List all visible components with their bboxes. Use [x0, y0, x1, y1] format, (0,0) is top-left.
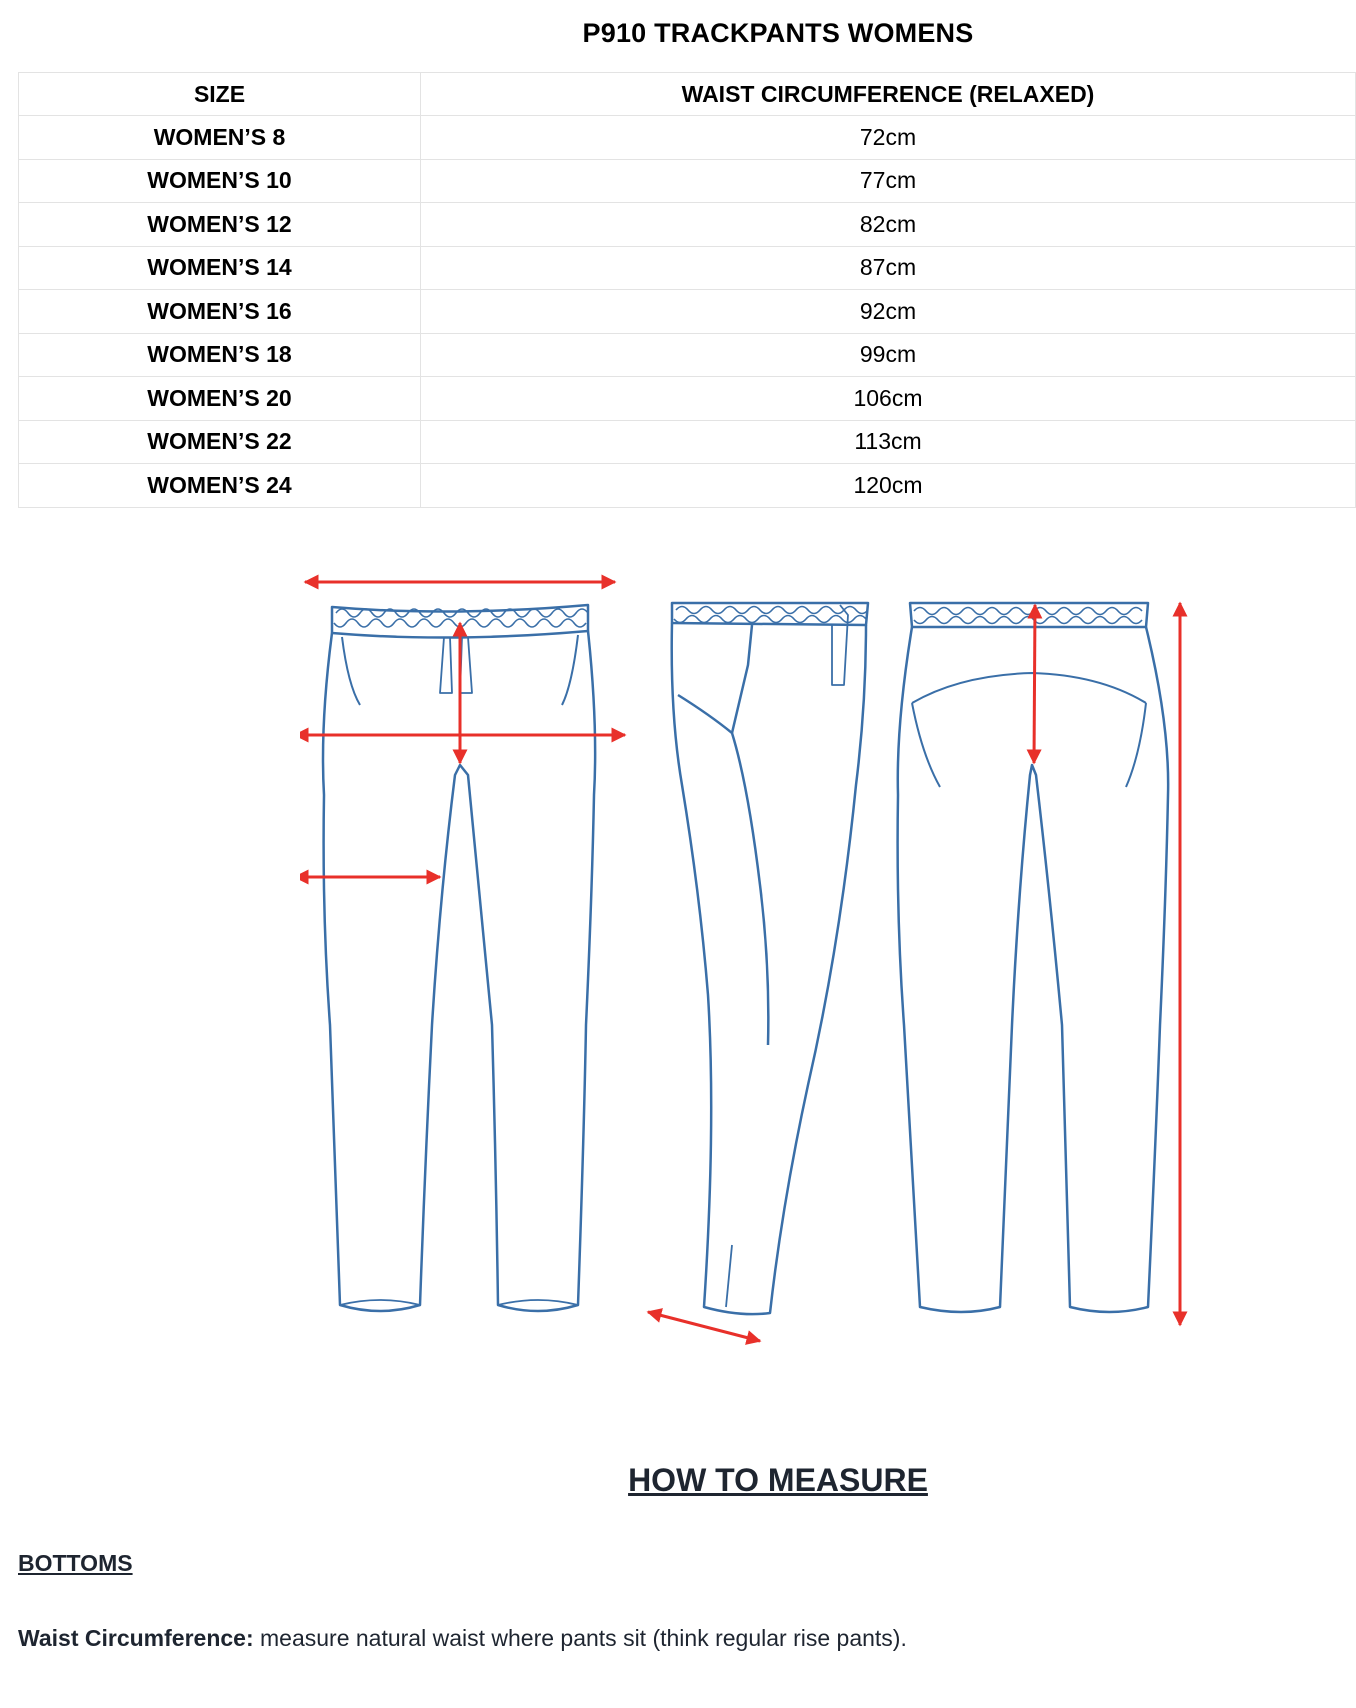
size-cell: WOMEN’S 16 — [19, 290, 421, 334]
how-to-measure-heading: HOW TO MEASURE — [628, 1462, 928, 1498]
table-row — [19, 333, 1356, 377]
waist-label: Waist Circumference: — [18, 1625, 254, 1651]
size-cell: WOMEN’S 20 — [19, 377, 421, 421]
side-measure-arrows — [648, 1312, 760, 1341]
size-cell: WOMEN’S 22 — [19, 420, 421, 464]
size-cell: WOMEN’S 24 — [19, 464, 421, 508]
side-view-pants — [672, 603, 868, 1314]
table-row — [19, 246, 1356, 290]
header-waist: WAIST CIRCUMFERENCE (RELAXED) — [421, 73, 1356, 116]
waist-cell: 120cm — [421, 464, 1356, 508]
size-cell: WOMEN’S 12 — [19, 203, 421, 247]
table-row — [19, 203, 1356, 247]
table-row — [19, 464, 1356, 508]
table-row — [19, 377, 1356, 421]
waist-cell: 92cm — [421, 290, 1356, 334]
waist-cell: 77cm — [421, 159, 1356, 203]
waist-cell: 99cm — [421, 333, 1356, 377]
table-row — [19, 116, 1356, 160]
size-cell: WOMEN’S 10 — [19, 159, 421, 203]
size-table — [18, 72, 1356, 508]
table-row — [19, 159, 1356, 203]
size-cell: WOMEN’S 18 — [19, 333, 421, 377]
size-cell: WOMEN’S 8 — [19, 116, 421, 160]
waist-cell: 82cm — [421, 203, 1356, 247]
header-size: SIZE — [19, 73, 421, 116]
waist-instruction — [18, 1625, 907, 1652]
waist-text: measure natural waist where pants sit (think regular rise pants). — [253, 1625, 907, 1651]
table-row — [19, 290, 1356, 334]
size-cell: WOMEN’S 14 — [19, 246, 421, 290]
waist-cell: 106cm — [421, 377, 1356, 421]
table-row — [19, 420, 1356, 464]
waist-cell: 72cm — [421, 116, 1356, 160]
measurement-diagram — [300, 565, 1260, 1355]
waist-cell: 113cm — [421, 420, 1356, 464]
table-header-row — [19, 73, 1356, 116]
chart-title: P910 TRACKPANTS WOMENS — [582, 18, 974, 48]
bottoms-section-heading: BOTTOMS — [18, 1550, 133, 1576]
waist-cell: 87cm — [421, 246, 1356, 290]
